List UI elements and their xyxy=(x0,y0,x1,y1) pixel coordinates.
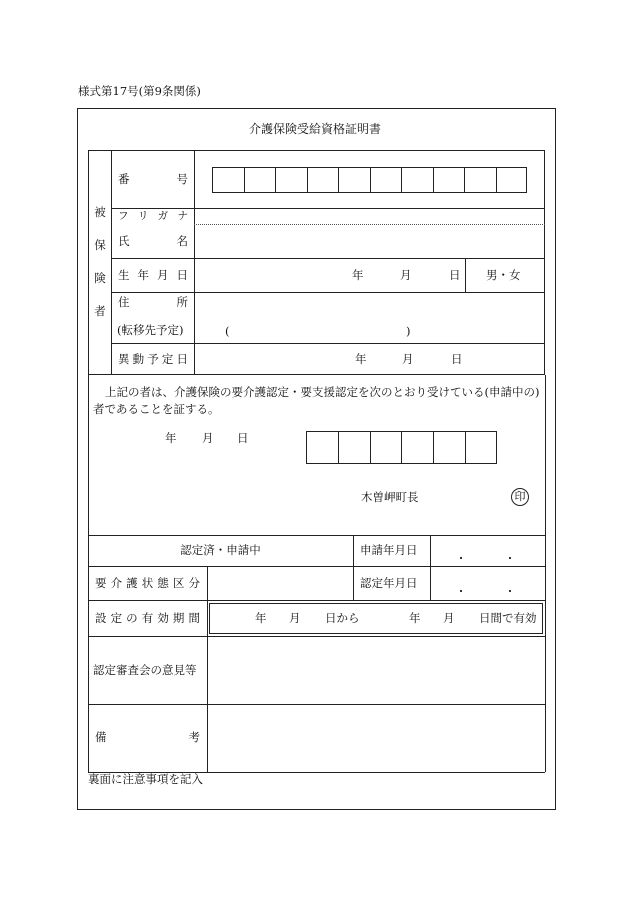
status-field[interactable]: 認定済・申請中 xyxy=(180,543,261,557)
address-label: 住 所 xyxy=(118,295,188,309)
address-paren-close: ) xyxy=(406,324,411,338)
number-box-divider xyxy=(464,168,465,192)
certification-date-dot: . xyxy=(508,581,513,595)
change-month-unit: 月 xyxy=(402,352,414,366)
cert-box-divider xyxy=(433,432,434,463)
birthdate-label: 生 年 月 日 xyxy=(118,268,188,282)
application-date-dot: . xyxy=(459,548,464,562)
sex-field[interactable]: 男・女 xyxy=(486,268,521,282)
seal-mark: 印 xyxy=(511,488,529,506)
number-box-divider xyxy=(401,168,402,192)
document-title: 介護保険受給資格証明書 xyxy=(248,122,381,136)
insured-label-char: 被 xyxy=(94,205,106,219)
committee-opinion-label: 認定審査会の意見等 xyxy=(93,663,197,677)
insured-label-char: 保 xyxy=(94,238,106,252)
number-box-divider xyxy=(370,168,371,192)
number-box-divider xyxy=(244,168,245,192)
cert-year-unit: 年 xyxy=(165,431,177,445)
certification-number-boxes[interactable] xyxy=(306,431,497,464)
insured-label-char: 者 xyxy=(94,304,106,318)
number-box-divider xyxy=(275,168,276,192)
care-level-label: 要 介 護 状 態 区 分 xyxy=(95,576,200,590)
birth-day-unit: 日 xyxy=(449,268,461,282)
insured-label-char: 険 xyxy=(94,271,106,285)
change-day-unit: 日 xyxy=(451,352,463,366)
number-label: 番 号 xyxy=(118,172,188,186)
cert-month-unit: 月 xyxy=(202,431,214,445)
footer-note: 裏面に注意事項を記入 xyxy=(88,772,203,786)
remarks-label: 備 考 xyxy=(95,730,200,744)
validity-from-year: 年 xyxy=(255,611,267,625)
validity-from-text: 日から xyxy=(325,611,360,625)
number-box-divider xyxy=(307,168,308,192)
number-box-divider xyxy=(496,168,497,192)
form-number: 様式第17号(第9条関係) xyxy=(78,84,201,98)
cert-box-divider xyxy=(401,432,402,463)
issuer-name: 木曽岬町長 xyxy=(361,490,419,504)
address-sub-label: (転移先予定) xyxy=(117,323,184,337)
change-date-label: 異 動 予 定 日 xyxy=(118,352,188,366)
cert-box-divider xyxy=(465,432,466,463)
cert-day-unit: 日 xyxy=(237,431,249,445)
insured-number-boxes[interactable] xyxy=(212,167,527,193)
name-label: 氏 名 xyxy=(118,234,188,248)
birth-month-unit: 月 xyxy=(400,268,412,282)
validity-to-text: 日間で有効 xyxy=(479,611,537,625)
address-paren-open: ( xyxy=(225,324,230,338)
cert-box-divider xyxy=(338,432,339,463)
validity-to-year: 年 xyxy=(409,611,421,625)
certification-date-dot: . xyxy=(459,581,464,595)
application-date-label: 申請年月日 xyxy=(360,543,418,557)
validity-period-label: 設 定 の 有 効 期 間 xyxy=(95,611,200,625)
number-box-divider xyxy=(338,168,339,192)
validity-to-month: 月 xyxy=(443,611,455,625)
certification-date-label: 認定年月日 xyxy=(360,576,418,590)
birth-year-unit: 年 xyxy=(352,268,364,282)
change-year-unit: 年 xyxy=(355,352,367,366)
number-box-divider xyxy=(433,168,434,192)
certification-text: 上記の者は、介護保険の要介護認定・要支援認定を次のとおり受けている(申請中の)者であることを証する。 xyxy=(93,385,540,416)
furigana-label: フ リ ガ ナ xyxy=(118,210,188,222)
cert-box-divider xyxy=(370,432,371,463)
application-date-dot: . xyxy=(508,548,513,562)
validity-from-month: 月 xyxy=(289,611,301,625)
